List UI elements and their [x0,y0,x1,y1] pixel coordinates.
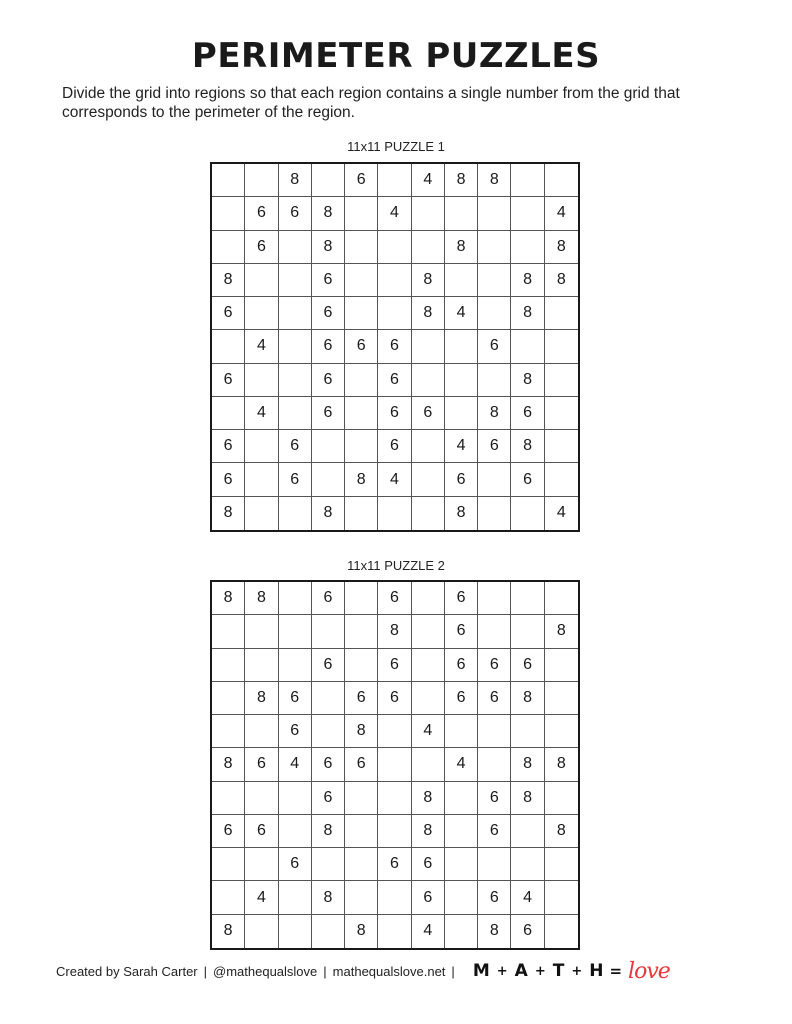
grid-cell [279,364,312,397]
grid-cell: 6 [445,682,478,715]
grid-cell [345,297,378,330]
grid-cell [412,197,445,230]
grid-cell [279,397,312,430]
grid-cell: 6 [412,397,445,430]
grid-cell [345,615,378,648]
grid-cell [212,330,245,363]
grid-cell [212,881,245,914]
grid-cell [478,848,511,881]
grid-cell [245,615,278,648]
grid-cell: 6 [212,815,245,848]
grid-cell: 6 [345,330,378,363]
grid-cell [245,848,278,881]
grid-cell [478,748,511,781]
puzzle-1-label: 11x11 PUZZLE 1 [347,139,445,154]
grid-cell [345,364,378,397]
grid-cell [312,615,345,648]
grid-cell [345,197,378,230]
grid-cell: 6 [478,649,511,682]
grid-cell [345,582,378,615]
brand-plus: + [571,963,583,979]
grid-cell: 8 [511,682,544,715]
grid-cell [511,815,544,848]
grid-cell: 4 [412,164,445,197]
grid-cell: 6 [312,748,345,781]
footer-separator: | [203,963,208,979]
grid-cell [345,264,378,297]
grid-cell [445,915,478,948]
grid-cell: 6 [445,615,478,648]
grid-cell: 8 [312,197,345,230]
grid-cell: 8 [511,297,544,330]
grid-cell [312,463,345,496]
grid-cell [245,715,278,748]
grid-cell: 8 [412,297,445,330]
grid-cell [478,715,511,748]
grid-cell: 8 [312,815,345,848]
grid-cell: 6 [279,715,312,748]
grid-cell [545,430,578,463]
grid-cell: 6 [212,463,245,496]
grid-cell [445,782,478,815]
grid-cell [478,582,511,615]
grid-cell: 4 [245,330,278,363]
grid-cell [378,715,411,748]
grid-cell [212,649,245,682]
grid-cell: 8 [445,164,478,197]
grid-cell: 6 [378,649,411,682]
grid-cell: 8 [212,748,245,781]
grid-cell [279,582,312,615]
grid-cell [545,463,578,496]
grid-cell [212,197,245,230]
grid-cell [312,848,345,881]
grid-cell: 6 [312,330,345,363]
grid-cell [212,782,245,815]
grid-cell: 6 [478,815,511,848]
grid-cell [478,615,511,648]
grid-cell [345,231,378,264]
grid-cell [445,397,478,430]
grid-cell [212,715,245,748]
grid-cell: 6 [445,582,478,615]
grid-cell: 8 [245,582,278,615]
grid-cell [445,815,478,848]
grid-cell: 6 [412,881,445,914]
grid-cell: 8 [412,782,445,815]
grid-cell [378,264,411,297]
grid-cell: 6 [312,649,345,682]
brand-letter: M [472,961,490,981]
grid-cell [345,649,378,682]
grid-cell [378,782,411,815]
grid-cell [378,748,411,781]
grid-cell [378,231,411,264]
grid-cell: 6 [212,364,245,397]
brand-letter: T [552,961,565,981]
grid-cell [545,881,578,914]
page-title: PERIMETER PUZZLES [191,36,601,76]
grid-cell [378,881,411,914]
grid-cell: 6 [345,164,378,197]
grid-cell: 8 [212,915,245,948]
grid-cell: 6 [478,782,511,815]
grid-cell [345,430,378,463]
grid-cell [245,915,278,948]
grid-cell: 6 [378,397,411,430]
grid-cell [279,782,312,815]
grid-cell: 6 [212,297,245,330]
grid-cell [545,164,578,197]
grid-cell [345,815,378,848]
grid-cell [511,330,544,363]
grid-cell [279,297,312,330]
grid-cell: 8 [279,164,312,197]
grid-cell [412,497,445,530]
grid-cell: 6 [345,682,378,715]
grid-cell: 4 [378,463,411,496]
grid-cell: 8 [412,815,445,848]
puzzle-2-grid [210,580,580,950]
grid-cell [545,715,578,748]
grid-cell [345,397,378,430]
grid-cell [511,848,544,881]
grid-cell [412,682,445,715]
grid-cell: 8 [545,264,578,297]
grid-cell [312,915,345,948]
grid-cell: 8 [511,364,544,397]
grid-cell: 8 [345,915,378,948]
grid-cell: 6 [478,682,511,715]
grid-cell: 6 [245,231,278,264]
grid-cell: 6 [445,463,478,496]
grid-cell: 6 [312,364,345,397]
grid-cell: 4 [511,881,544,914]
grid-cell [412,615,445,648]
grid-cell [279,815,312,848]
grid-cell [545,782,578,815]
grid-cell: 6 [345,748,378,781]
grid-cell: 4 [412,915,445,948]
grid-cell [378,815,411,848]
grid-cell [445,197,478,230]
grid-cell: 8 [478,915,511,948]
grid-cell: 6 [312,297,345,330]
grid-cell: 8 [412,264,445,297]
grid-cell: 4 [445,430,478,463]
grid-cell [511,715,544,748]
grid-cell [545,582,578,615]
grid-cell: 8 [545,748,578,781]
grid-cell [478,231,511,264]
grid-cell [212,164,245,197]
footer-handle: @mathequalslove [213,963,318,979]
grid-cell: 8 [312,881,345,914]
grid-cell [511,582,544,615]
grid-cell [245,297,278,330]
grid-cell [511,231,544,264]
grid-cell: 6 [212,430,245,463]
grid-cell [412,330,445,363]
grid-cell: 8 [511,782,544,815]
grid-cell [245,264,278,297]
grid-cell: 6 [511,915,544,948]
grid-cell: 4 [445,748,478,781]
grid-cell: 8 [212,582,245,615]
grid-cell [245,364,278,397]
grid-cell: 6 [478,330,511,363]
grid-cell [412,364,445,397]
grid-cell: 8 [345,463,378,496]
grid-cell: 6 [279,848,312,881]
grid-cell: 8 [445,497,478,530]
grid-cell: 6 [279,197,312,230]
grid-cell [545,397,578,430]
grid-cell [279,881,312,914]
grid-cell [378,297,411,330]
grid-cell [279,497,312,530]
grid-cell: 4 [445,297,478,330]
grid-cell [445,264,478,297]
grid-cell [478,463,511,496]
grid-cell [279,649,312,682]
grid-cell: 8 [245,682,278,715]
grid-cell: 8 [478,397,511,430]
brand-logo [473,959,670,984]
grid-cell [345,497,378,530]
grid-cell: 8 [345,715,378,748]
grid-cell [312,682,345,715]
grid-cell: 6 [245,197,278,230]
grid-cell: 6 [312,582,345,615]
grid-cell: 4 [245,397,278,430]
grid-cell [245,164,278,197]
grid-cell [279,264,312,297]
grid-cell [312,164,345,197]
grid-cell [279,915,312,948]
grid-cell [212,682,245,715]
grid-cell: 6 [511,649,544,682]
grid-cell: 8 [445,231,478,264]
grid-cell [545,848,578,881]
grid-cell: 6 [378,848,411,881]
grid-cell [478,264,511,297]
grid-cell: 8 [511,264,544,297]
grid-cell [245,649,278,682]
grid-cell [212,848,245,881]
grid-cell: 4 [279,748,312,781]
grid-cell: 6 [478,881,511,914]
grid-cell: 6 [511,397,544,430]
grid-cell [545,330,578,363]
grid-cell: 8 [378,615,411,648]
grid-cell [245,463,278,496]
grid-cell [412,649,445,682]
grid-cell: 8 [511,430,544,463]
footer-credit: Created by Sarah Carter [56,963,198,979]
grid-cell: 6 [312,397,345,430]
grid-cell [545,649,578,682]
grid-cell [378,915,411,948]
grid-cell: 8 [545,815,578,848]
grid-cell [445,848,478,881]
grid-cell: 8 [478,164,511,197]
grid-cell: 6 [378,430,411,463]
footer-separator: | [451,963,455,979]
grid-cell [478,197,511,230]
grid-cell: 6 [445,649,478,682]
brand-letter: H [589,961,604,981]
grid-cell [312,430,345,463]
grid-cell: 6 [279,430,312,463]
grid-cell [345,848,378,881]
grid-cell: 6 [312,782,345,815]
grid-cell [478,297,511,330]
grid-cell [445,881,478,914]
brand-letter: A [514,961,528,981]
grid-cell [445,715,478,748]
grid-cell [212,231,245,264]
grid-cell: 6 [412,848,445,881]
grid-cell: 6 [279,682,312,715]
grid-cell [545,915,578,948]
brand-equals: = [609,962,623,980]
grid-cell [511,197,544,230]
grid-cell: 8 [312,497,345,530]
grid-cell [212,397,245,430]
grid-cell [511,615,544,648]
grid-cell [511,497,544,530]
grid-cell [378,497,411,530]
grid-cell: 6 [478,430,511,463]
puzzle-2-label: 11x11 PUZZLE 2 [347,558,445,573]
grid-cell [345,782,378,815]
grid-cell: 4 [412,715,445,748]
grid-cell [545,364,578,397]
grid-cell [412,231,445,264]
grid-cell: 8 [212,264,245,297]
grid-cell [478,497,511,530]
grid-cell [378,164,411,197]
grid-cell [312,715,345,748]
instructions: Divide the grid into regions so that each region contains a single number from the grid that corresponds to the perimeter of the region. [62,85,680,121]
grid-cell: 6 [245,748,278,781]
grid-cell: 6 [312,264,345,297]
grid-cell [511,164,544,197]
brand-plus: + [496,963,508,979]
grid-cell: 8 [545,615,578,648]
grid-cell [545,682,578,715]
grid-cell [445,364,478,397]
grid-cell: 4 [556,504,566,522]
grid-cell: 4 [545,197,578,230]
grid-cell: 4 [245,881,278,914]
grid-cell [212,615,245,648]
grid-cell [445,330,478,363]
grid-cell: 4 [378,197,411,230]
footer-separator: | [323,963,327,979]
grid-cell [412,582,445,615]
brand-love-script: love [628,958,670,984]
grid-cell: 6 [245,815,278,848]
grid-cell [279,231,312,264]
grid-cell: 8 [312,231,345,264]
footer-website: mathequalslove.net [332,963,446,979]
grid-cell [245,430,278,463]
grid-cell [412,463,445,496]
footer [56,960,670,982]
grid-cell: 6 [279,463,312,496]
grid-cell [345,881,378,914]
brand-plus: + [534,963,546,979]
puzzle-1-grid [210,162,580,532]
grid-cell [279,330,312,363]
grid-cell: 6 [378,582,411,615]
grid-cell: 8 [511,748,544,781]
grid-cell: 6 [511,463,544,496]
grid-cell [412,430,445,463]
grid-cell [279,615,312,648]
grid-cell: 8 [545,231,578,264]
grid-cell [478,364,511,397]
grid-cell: 6 [378,682,411,715]
grid-cell: 6 [378,330,411,363]
grid-cell [412,748,445,781]
grid-cell [245,497,278,530]
grid-cell [245,782,278,815]
grid-cell: 6 [378,364,411,397]
grid-cell: 8 [212,497,245,530]
grid-cell [545,297,578,330]
